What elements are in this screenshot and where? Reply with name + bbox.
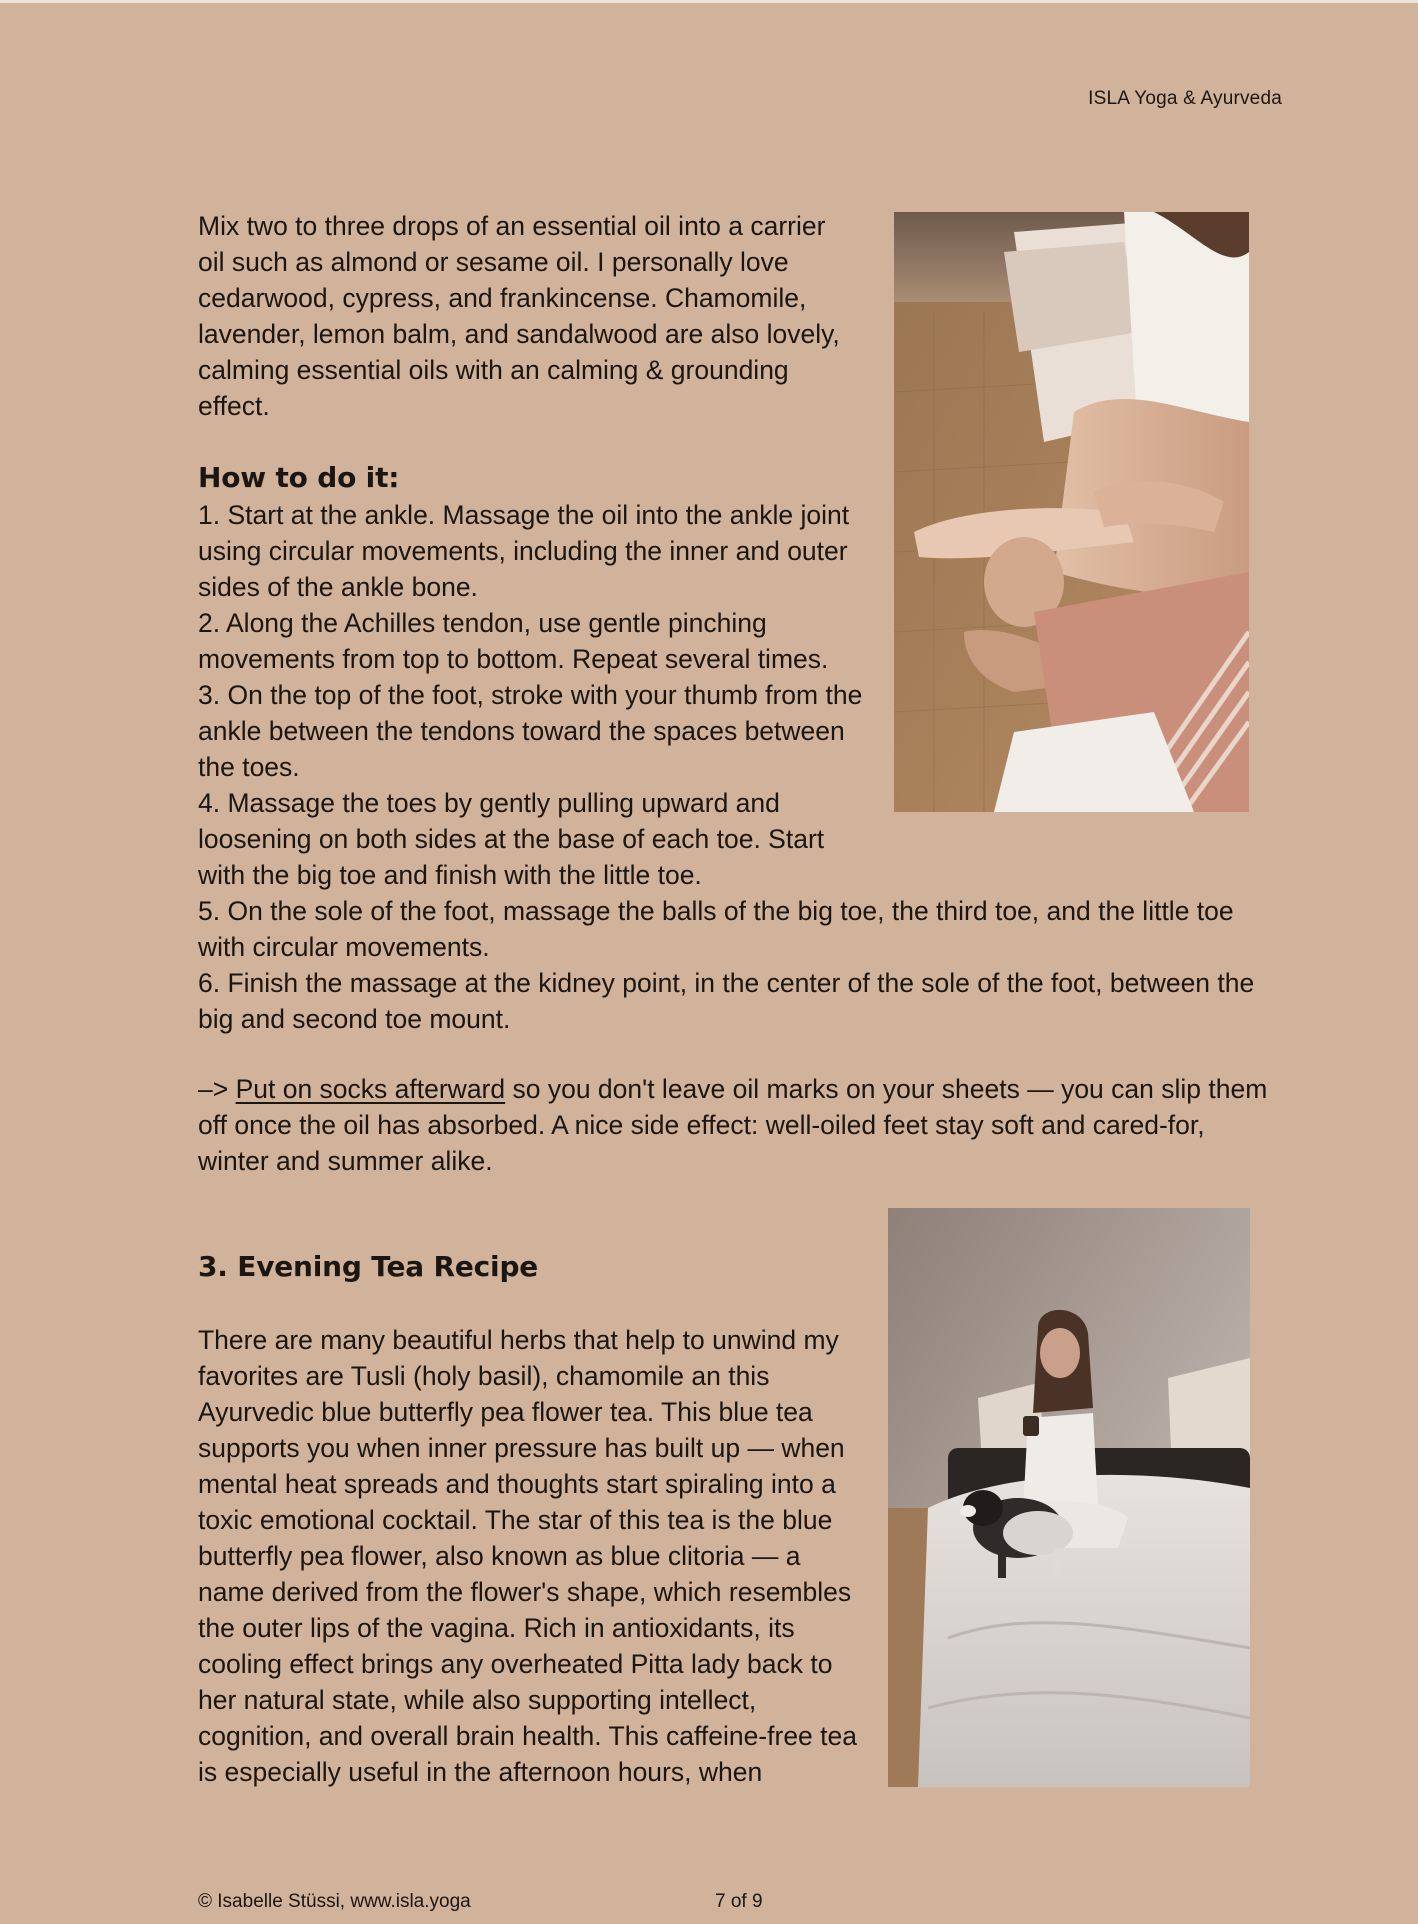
- step-item: 1. Start at the ankle. Massage the oil into the ankle joint using circular movements, including the inner and outer sides of the ankle bone.: [198, 500, 850, 602]
- page-number: 7 of 9: [715, 1891, 763, 1912]
- socks-link[interactable]: Put on socks afterward: [235, 1074, 506, 1104]
- tea-heading: 3. Evening Tea Recipe: [198, 1250, 539, 1283]
- step-item: 5. On the sole of the foot, massage the balls of the big toe, the third toe, and the little toe with circular movements.: [198, 896, 1234, 962]
- top-edge-line: [0, 0, 1418, 3]
- evening-tea-photo: [888, 1208, 1250, 1787]
- step-item: 4. Massage the toes by gently pulling upward and loosening on both sides at the base of each toe. Start with the big toe and finish with the little toe.: [198, 788, 825, 890]
- brand-header: ISLA Yoga & Ayurveda: [1088, 88, 1282, 109]
- how-to-heading: How to do it:: [198, 461, 400, 494]
- tea-paragraph: There are many beautiful herbs that help to unwind my favorites are Tusli (holy basil), chamomile an this Ayurvedic blue butterfly pea flower tea. This blue tea supports you when inner pressure has built up — when mental heat spreads and thoughts start spiraling into a toxic emotional cocktail. The star of this tea is the blue butterfly pea flower, also known as blue clitoria — a name derived from the flower's shape, which resembles the outer lips of the vagina. Rich in antioxidants, its cooling effect brings any overheated Pitta lady back to her natural state, while also supporting intellect, cognition, and overall brain health. This caffeine-free tea is especially useful in the afternoon hours, when: [198, 1325, 857, 1787]
- copyright-footer: © Isabelle Stüssi, www.isla.yoga: [198, 1891, 471, 1912]
- step-item: 6. Finish the massage at the kidney point, in the center of the sole of the foot, between the big and second toe mount.: [198, 968, 1255, 1034]
- intro-paragraph: Mix two to three drops of an essential oil into a carrier oil such as almond or sesame oil. I personally love cedarwood, cypress, and frankincense. Chamomile, lavender, lemon balm, and sandalwood are also lovely, calming essential oils with an calming & grounding effect.: [198, 211, 840, 421]
- note-text: so you don't leave oil marks on your sheets — you can slip them off once the oil has absorbed. A nice side effect: well-oiled feet stay soft and cared-for, winter and summer alike.: [198, 1074, 1268, 1176]
- note-arrow: –>: [198, 1074, 236, 1104]
- socks-note: [198, 1071, 1278, 1179]
- step-item: 2. Along the Achilles tendon, use gentle pinching movements from top to bottom. Repeat several times.: [198, 608, 829, 674]
- foot-massage-photo: [894, 212, 1249, 812]
- step-item: 3. On the top of the foot, stroke with your thumb from the ankle between the tendons toward the spaces between the toes.: [198, 680, 863, 782]
